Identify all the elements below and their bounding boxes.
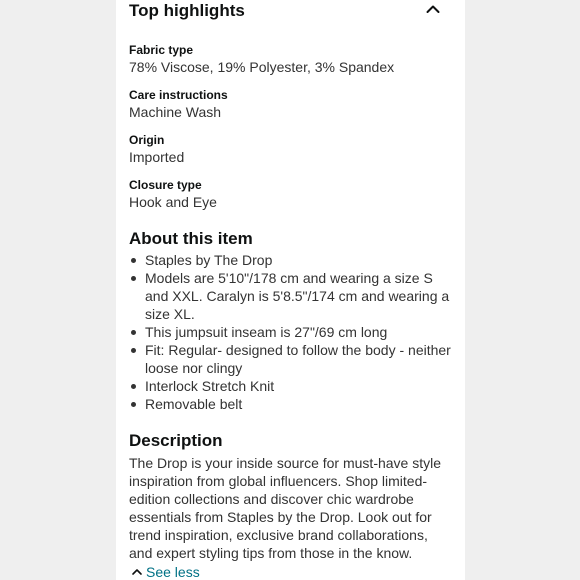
description-section bbox=[129, 430, 451, 580]
top-highlights-header[interactable] bbox=[129, 0, 451, 26]
spec-value: Machine Wash bbox=[129, 104, 222, 120]
about-bullets bbox=[129, 251, 451, 413]
spec-closure-type bbox=[129, 177, 451, 212]
highlights-list bbox=[129, 42, 451, 212]
list-item: Staples by The Drop bbox=[129, 251, 451, 269]
spec-label: Care instructions bbox=[129, 88, 228, 102]
caret-up-icon bbox=[131, 567, 143, 577]
spec-fabric-type bbox=[129, 42, 451, 77]
list-item: Fit: Regular- designed to follow the body - neither loose nor clingy bbox=[129, 341, 451, 377]
list-item: This jumpsuit inseam is 27"/69 cm long bbox=[129, 323, 451, 341]
spec-value: 78% Viscose, 19% Polyester, 3% Spandex bbox=[129, 59, 395, 75]
product-details-panel bbox=[116, 0, 465, 580]
spec-value: Hook and Eye bbox=[129, 194, 217, 210]
see-less-link[interactable] bbox=[129, 563, 200, 580]
description-title: Description bbox=[129, 431, 223, 450]
list-item: Removable belt bbox=[129, 395, 451, 413]
spec-label: Fabric type bbox=[129, 43, 194, 57]
spec-label: Closure type bbox=[129, 178, 202, 192]
top-highlights-title: Top highlights bbox=[129, 1, 245, 20]
spec-value: Imported bbox=[129, 149, 185, 165]
about-this-item-section bbox=[129, 228, 451, 413]
see-less-label: See less bbox=[146, 564, 200, 580]
list-item: Interlock Stretch Knit bbox=[129, 377, 451, 395]
spec-origin bbox=[129, 132, 451, 167]
spec-care-instructions bbox=[129, 87, 451, 122]
spec-label: Origin bbox=[129, 133, 165, 147]
about-this-item-title: About this item bbox=[129, 229, 253, 248]
list-item: Models are 5'10"/178 cm and wearing a size S and XXL. Caralyn is 5'8.5"/174 cm and wearing a size XL. bbox=[129, 269, 451, 323]
chevron-up-icon[interactable] bbox=[426, 3, 440, 15]
description-text: The Drop is your inside source for must-have style inspiration from global influencers. Shop limited-edition collections and discover chic wardrobe essentials from Staples by the Drop. Look out for trend inspiration, exclusive brand collaborations, and expert styling tips from those in the know. bbox=[129, 455, 442, 561]
